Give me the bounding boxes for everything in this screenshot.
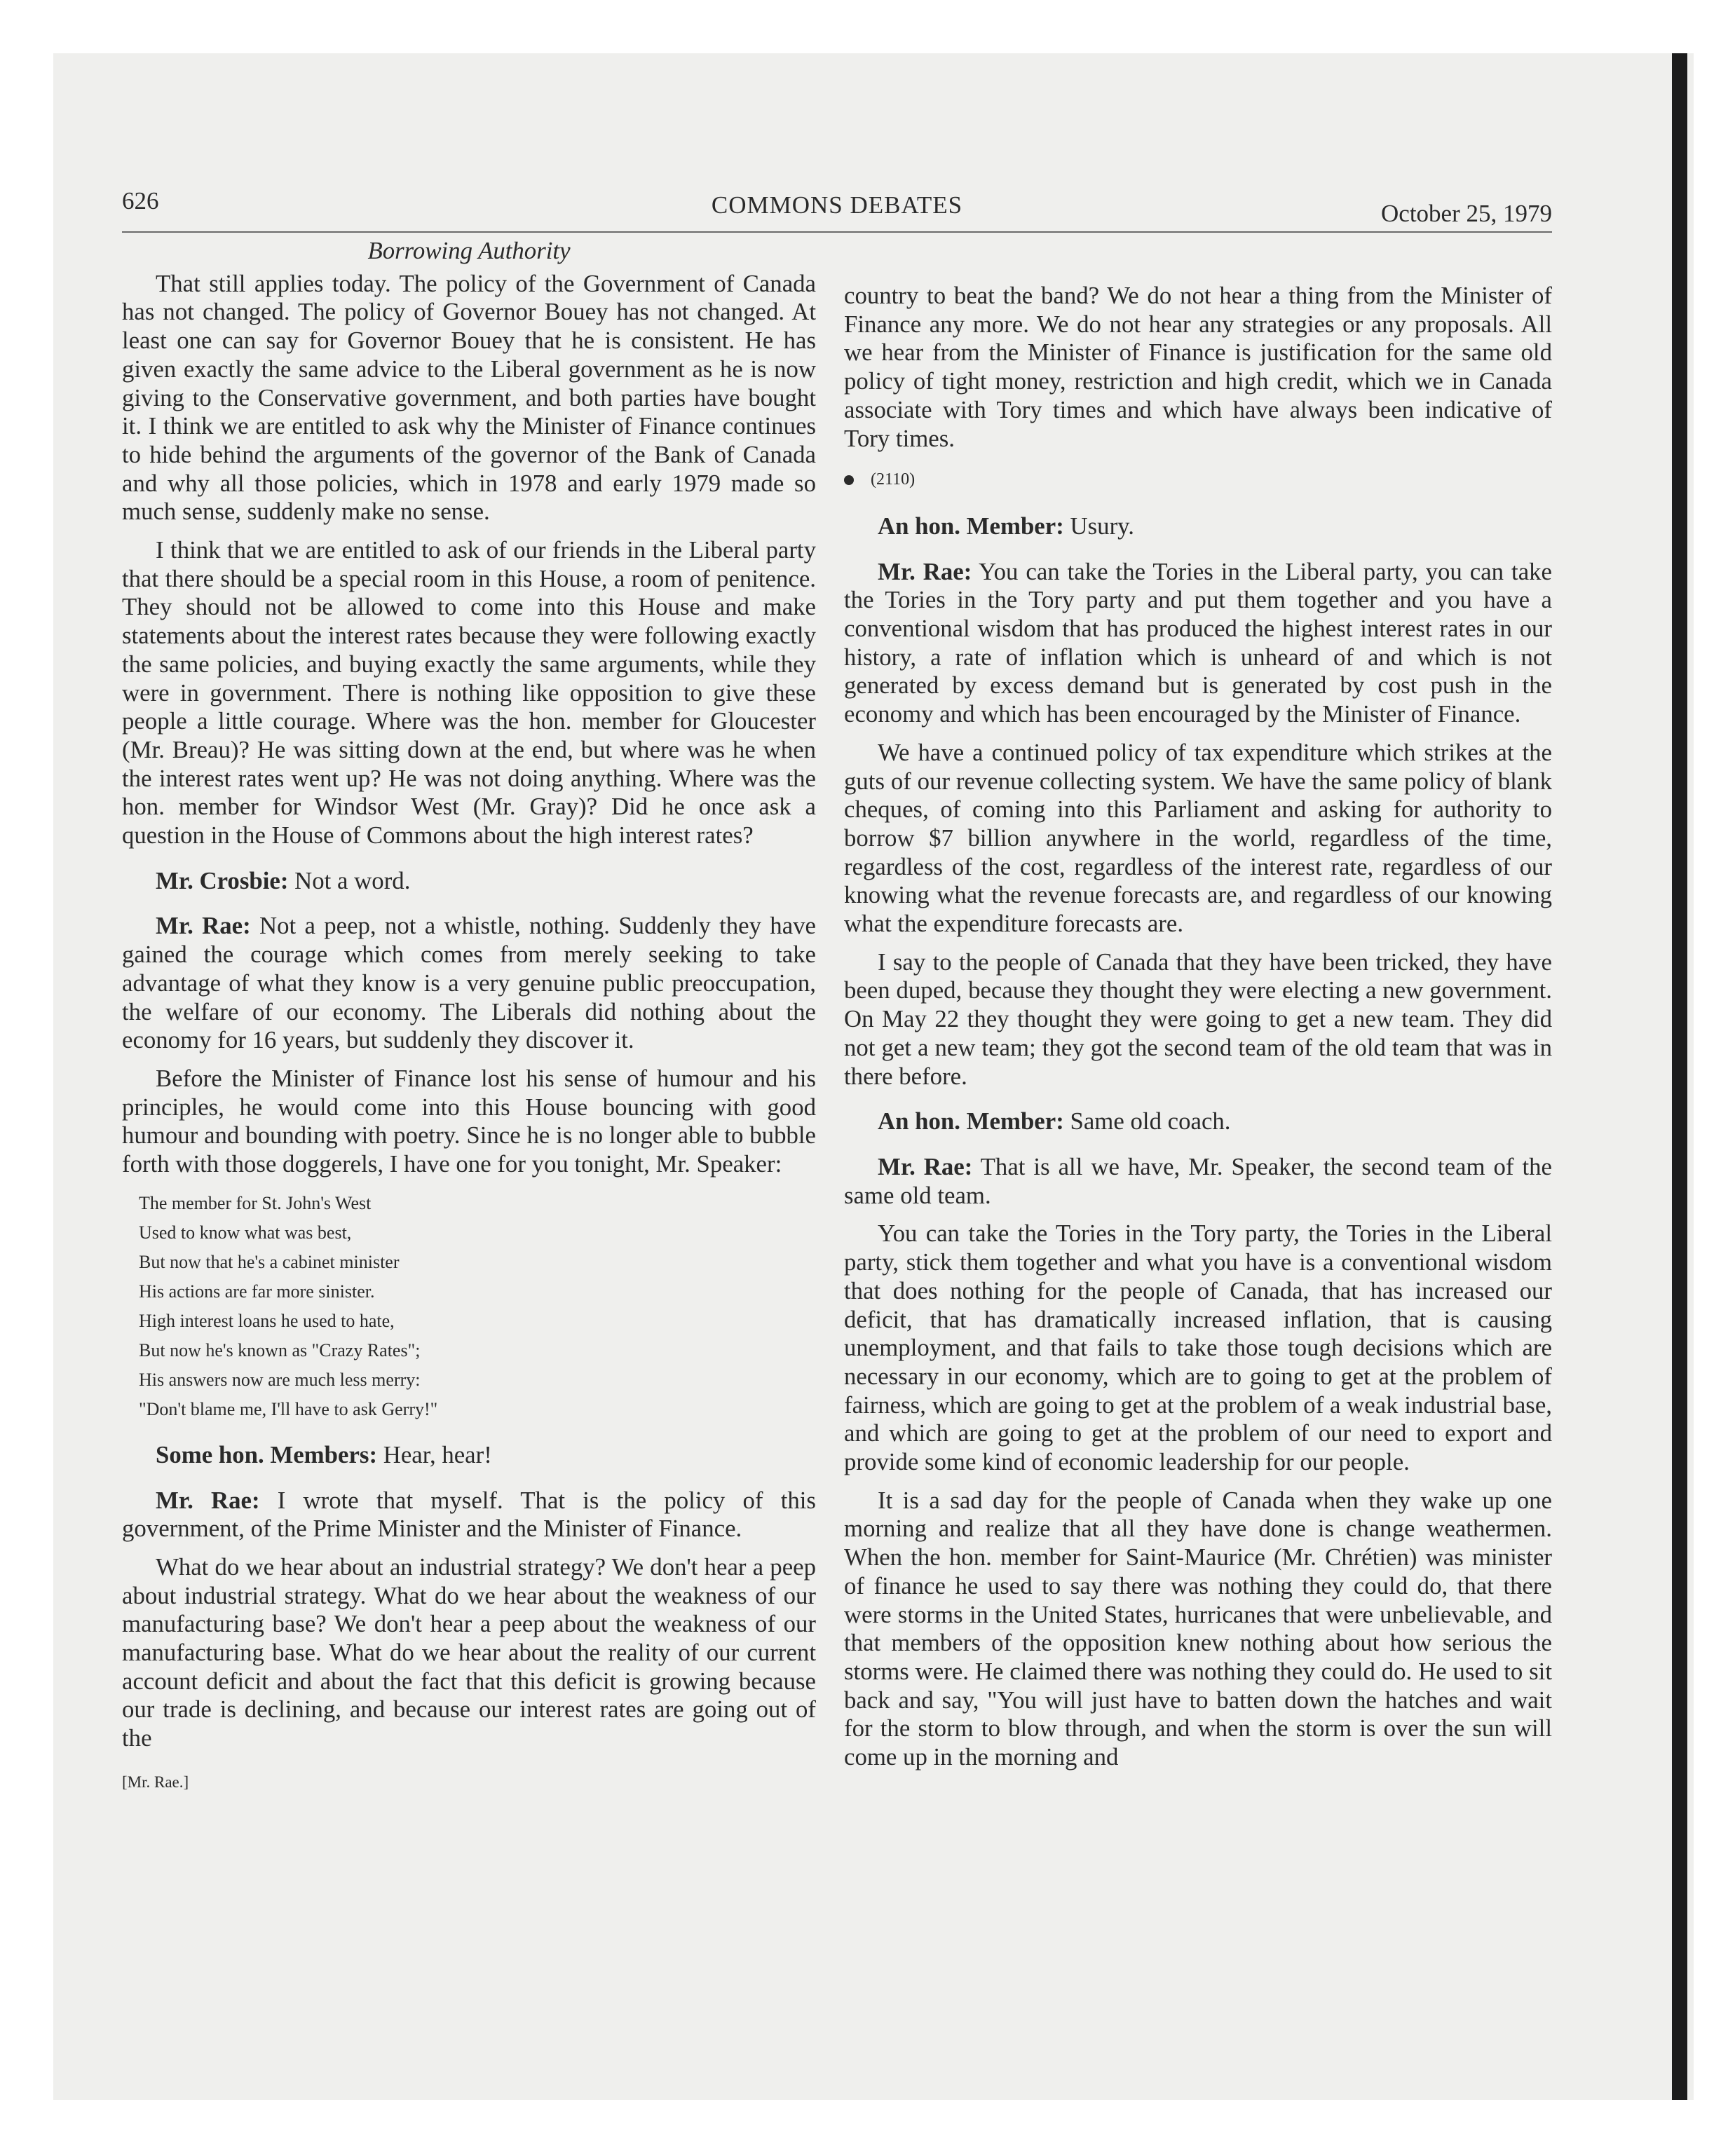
poem-line: High interest loans he used to hate,	[139, 1310, 395, 1331]
paragraph-continued: country to beat the band? We do not hear a thing from the Minister of Finance any more. We do not hear any strategies or any proposals. All we hear from the Minister of Finance is justification for the same old policy of tight money, restriction and high credit, which we in Canada associate with Tory times and which have always been indicative of Tory times.	[844, 282, 1552, 452]
speech-members	[122, 1441, 816, 1470]
speaker-name: Mr. Rae:	[156, 1486, 260, 1514]
poem-line: His actions are far more sinister.	[139, 1281, 375, 1302]
speech-text: You can take the Tories in the Liberal party, you can take the Tories in the Tory party and put them together and you have a conventional wisdom that has produced the highest interest rates in our history, a rate of inflation which is unheard of and which is not generated by excess demand but is generated by cost push in the economy and which has been encouraged by the Minister of Finance.	[844, 557, 1552, 728]
timestamp	[844, 465, 1552, 494]
poem-line: But now that he's a cabinet minister	[139, 1251, 400, 1272]
journal-title: COMMONS DEBATES	[711, 191, 963, 219]
paragraph: I say to the people of Canada that they have been tricked, they have been duped, because they thought they were electing a new government. On May 22 they thought they were going to get a new team. They did not get a new team; they got the second team of the old team that was in there before.	[844, 948, 1552, 1090]
right-column	[844, 282, 1552, 1782]
poem-line: "Don't blame me, I'll have to ask Gerry!"	[139, 1398, 438, 1419]
paragraph: What do we hear about an industrial strategy? We don't hear a peep about industrial strategy. What do we hear about the weakness of our manufacturing base? We don't hear a peep about the weakness of our manufacturing base. What do we hear about the reality of our current account deficit and about the fact that this deficit is growing because our trade is declining, and because our interest rates are going out of the	[122, 1553, 816, 1752]
paragraph: I think that we are entitled to ask of our friends in the Liberal party that there should be a special room in this House, a room of penitence. They should not be allowed to come into this House and make statements about the interest rates because they were following exactly the same policies, and buying exactly the same arguments, while they were in government. There is nothing like opposition to give these people a little courage. Where was the hon. member for Gloucester (Mr. Breau)? He was sitting down at the end, but where was he when the interest rates went up? He was not doing anything. Where was the hon. member for Windsor West (Mr. Gray)? Did he once ask a question in the House of Commons about the high interest rates?	[122, 536, 816, 850]
poem-line: But now he's known as "Crazy Rates";	[139, 1339, 421, 1360]
issue-date: October 25, 1979	[1381, 200, 1552, 227]
paragraph: It is a sad day for the people of Canada when they wake up one morning and realize that all they have done is change weathermen. When the hon. member for Saint-Maurice (Mr. Chrétien) was minister of finance he used to say there was nothing they could do, that there were storms in the United States, hurricanes that were unbelievable, and that members of the opposition knew nothing about how serious the storms were. He claimed there was nothing they could do. He used to sit back and say, "You will just have to batten down the hatches and wait for the storm to blow through, and when the storm is over the sun will come up in the morning and	[844, 1486, 1552, 1771]
left-column	[122, 237, 816, 1797]
speech-rae	[122, 1487, 816, 1543]
speaker-name: Mr. Rae:	[878, 1152, 973, 1180]
paragraph: We have a continued policy of tax expenditure which strikes at the guts of our revenue collecting system. We have the same policy of blank cheques, of coming into this Parliament and asking for authority to borrow $7 billion anywhere in the world, regardless of the time, regardless of the cost, regardless of the interest rate, regardless of our knowing what the revenue forecasts are, and regardless of our knowing what the expenditure forecasts are.	[844, 738, 1552, 938]
paragraph: You can take the Tories in the Tory party, the Tories in the Liberal party, stick them together and what you have is a conventional wisdom that does nothing for the people of Canada, that has increased our deficit, that has dramatically increased inflation, that is causing unemployment, and that fails to take those tough decisions which are necessary in our economy, which are to going to get at the problem of fairness, which are going to get at the problem of a weak industrial base, and which are going to get at the problem of our need to export and provide some kind of economic leadership for our people.	[844, 1220, 1552, 1476]
speech-crosbie	[122, 867, 816, 896]
speaker-name: An hon. Member:	[878, 512, 1064, 540]
speech-text: Hear, hear!	[377, 1440, 492, 1468]
paragraph: That still applies today. The policy of the Government of Canada has not changed. The policy of Governor Bouey has not changed. At least one can say for Governor Bouey that he is consistent. He has given exactly the same advice to the Liberal government as he is now giving to the Conservative government, and both parties have bought it. I think we are entitled to ask why the Minister of Finance continues to hide behind the arguments of the governor of the Bank of Canada and why all those policies, which in 1978 and early 1979 made so much sense, suddenly make no sense.	[122, 269, 816, 526]
speech-text: Not a peep, not a whistle, nothing. Suddenly they have gained the courage which comes from merely seeking to take advantage of what they know is a very genuine public preoccupation, the welfare of our economy. The Liberals did nothing about the economy for 16 years, but suddenly they discover it.	[122, 912, 816, 1054]
speaker-footnote: [Mr. Rae.]	[122, 1773, 189, 1791]
binding-edge	[1672, 53, 1687, 2100]
speaker-name: Some hon. Members:	[156, 1440, 378, 1468]
section-title: Borrowing Authority	[367, 237, 571, 264]
speech-rae	[844, 1153, 1552, 1210]
speech-text: Usury.	[1063, 512, 1134, 540]
poem	[139, 1189, 816, 1424]
speech-rae	[844, 558, 1552, 729]
paragraph: Before the Minister of Finance lost his sense of humour and his principles, he would come into this House bouncing with good humour and bounding with poetry. Since he is no longer able to bubble forth with those doggerels, I have one for you tonight, Mr. Speaker:	[122, 1064, 816, 1178]
poem-line: His answers now are much less merry:	[139, 1369, 421, 1390]
running-head	[122, 179, 1552, 233]
poem-line: The member for St. John's West	[139, 1192, 372, 1213]
speaker-name: Mr. Rae:	[156, 912, 251, 940]
speech-member	[844, 1107, 1552, 1136]
poem-line: Used to know what was best,	[139, 1222, 352, 1243]
speech-text: That is all we have, Mr. Speaker, the second team of the same old team.	[844, 1152, 1552, 1209]
page-number: 626	[122, 187, 159, 214]
speech-rae	[122, 912, 816, 1055]
bullet-icon	[844, 475, 854, 485]
speaker-name: Mr. Rae:	[878, 557, 972, 585]
speaker-name: An hon. Member:	[878, 1107, 1064, 1135]
speaker-name: Mr. Crosbie:	[156, 866, 289, 894]
speech-text: Not a word.	[288, 866, 411, 894]
speech-text: I wrote that myself. That is the policy of this government, of the Prime Minister and the Minister of Finance.	[122, 1486, 816, 1543]
timestamp-text: (2110)	[871, 470, 916, 489]
speech-text: Same old coach.	[1063, 1107, 1231, 1135]
speech-member	[844, 512, 1552, 541]
